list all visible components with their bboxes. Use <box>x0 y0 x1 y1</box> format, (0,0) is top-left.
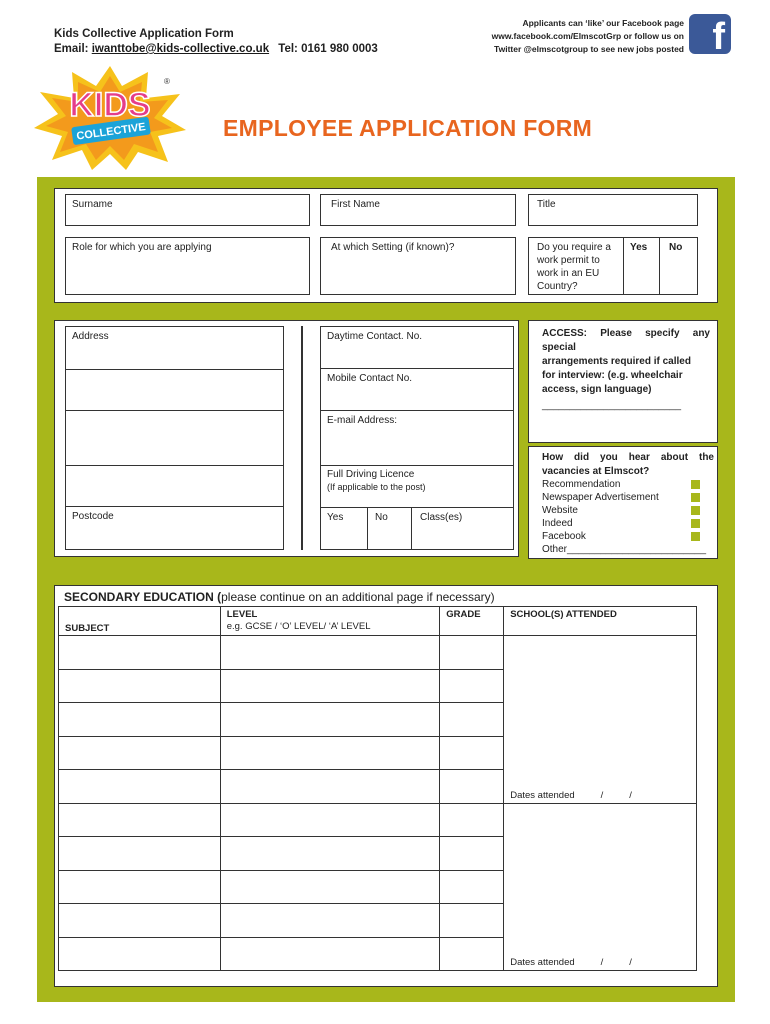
level-cell[interactable] <box>220 803 440 837</box>
licence-no[interactable] <box>367 507 412 550</box>
date-separator: / <box>629 957 632 968</box>
work-permit-question <box>528 237 624 295</box>
level-header <box>220 607 440 636</box>
first-name-label: First Name <box>331 199 380 210</box>
option-newspaper: Newspaper Advertisement <box>542 492 659 503</box>
school-cell[interactable] <box>504 636 697 804</box>
facebook-note-line: Applicants can ‘like’ our Facebook page <box>522 18 684 28</box>
role-label: Role for which you are applying <box>72 242 212 253</box>
form-name: Kids Collective Application Form <box>54 28 234 40</box>
grade-cell[interactable] <box>440 636 504 670</box>
option-other[interactable]: Other_________________________ <box>542 544 707 555</box>
address-line-3[interactable] <box>65 410 284 466</box>
facebook-checkbox[interactable] <box>691 532 700 541</box>
facebook-note-line: www.facebook.com/ElmscotGrp or follow us on <box>491 31 684 41</box>
driving-licence-field <box>320 465 514 508</box>
divider <box>301 326 303 550</box>
school-cell[interactable] <box>504 803 697 971</box>
address-line-2[interactable] <box>65 369 284 411</box>
mobile-contact-field[interactable] <box>320 368 514 411</box>
level-cell[interactable] <box>220 937 440 971</box>
level-cell[interactable] <box>220 636 440 670</box>
option-recommendation: Recommendation <box>542 479 621 490</box>
address-field[interactable] <box>65 326 284 370</box>
postcode-label: Postcode <box>72 511 114 522</box>
contact-line <box>54 42 378 57</box>
subject-cell[interactable] <box>59 669 221 703</box>
grade-cell[interactable] <box>440 703 504 737</box>
dates-attended-label: Dates attended <box>510 957 575 968</box>
hear-about-question <box>542 451 714 479</box>
permit-line: work permit to <box>537 255 600 266</box>
table-row <box>59 803 697 837</box>
email-link[interactable]: iwanttobe@kids-collective.co.uk <box>91 43 270 55</box>
table-row <box>59 636 697 670</box>
grade-header: GRADE <box>440 607 504 636</box>
subject-cell[interactable] <box>59 870 221 904</box>
page-title: EMPLOYEE APPLICATION FORM <box>223 115 593 141</box>
education-table <box>58 606 697 971</box>
facebook-note <box>478 17 684 56</box>
permit-line: Do you require a <box>537 242 611 253</box>
date-separator: / <box>600 789 604 801</box>
subject-header: SUBJECT <box>59 607 221 636</box>
table-header-row <box>59 607 697 636</box>
level-cell[interactable] <box>220 703 440 737</box>
grade-cell[interactable] <box>440 669 504 703</box>
subject-cell[interactable] <box>59 770 221 804</box>
surname-label: Surname <box>72 199 113 210</box>
title-label: Title <box>537 199 556 210</box>
access-line: ACCESS: Please specify any special <box>542 328 710 353</box>
email-label: E-mail Address: <box>327 415 398 426</box>
daytime-contact-field[interactable] <box>320 326 514 369</box>
work-permit-yes[interactable] <box>623 237 660 295</box>
education-heading-bold: SECONDARY EDUCATION ( <box>64 590 222 604</box>
access-line: for interview: (e.g. wheelchair <box>542 370 683 381</box>
education-heading <box>64 590 495 605</box>
logo-text-kids: KIDS <box>69 86 151 124</box>
hear-about-box <box>528 446 718 559</box>
subject-cell[interactable] <box>59 636 221 670</box>
header-info <box>54 27 378 57</box>
permit-line: work in an EU <box>537 268 600 279</box>
daytime-contact-label: Daytime Contact. No. <box>327 331 423 342</box>
email-field[interactable] <box>320 410 514 466</box>
logo-registered-mark: ® <box>164 77 170 86</box>
access-answer-line: _________________________ <box>542 400 682 411</box>
indeed-checkbox[interactable] <box>691 519 700 528</box>
work-permit-no-label: No <box>669 242 683 253</box>
dates-attended-label: Dates attended <box>510 789 575 801</box>
level-header-title: LEVEL <box>226 609 258 620</box>
newspaper-checkbox[interactable] <box>691 493 700 502</box>
permit-line: Country? <box>537 281 578 292</box>
licence-classes-label: Class(es) <box>420 512 463 523</box>
setting-field[interactable] <box>320 237 516 295</box>
education-heading-note: please continue on an additional page if necessary) <box>221 590 495 604</box>
driving-licence-note: (If applicable to the post) <box>327 482 426 492</box>
level-cell[interactable] <box>220 904 440 938</box>
grade-cell[interactable] <box>440 837 504 871</box>
level-header-example: e.g. GCSE / ‘O’ LEVEL/ ‘A’ LEVEL <box>226 621 371 632</box>
title-field[interactable] <box>528 194 698 226</box>
work-permit-yes-label: Yes <box>630 242 648 253</box>
role-field[interactable] <box>65 237 310 295</box>
level-cell[interactable] <box>220 870 440 904</box>
access-label <box>542 327 710 397</box>
school-header: SCHOOL(S) ATTENDED <box>504 607 697 636</box>
setting-label: At which Setting (if known)? <box>331 242 455 253</box>
first-name-field[interactable] <box>320 194 516 226</box>
mobile-contact-label: Mobile Contact No. <box>327 373 413 384</box>
subject-cell[interactable] <box>59 736 221 770</box>
option-facebook: Facebook <box>542 531 586 542</box>
subject-cell[interactable] <box>59 837 221 871</box>
option-website: Website <box>542 505 578 516</box>
logo-text-collective: COLLECTIVE <box>75 121 147 143</box>
phone-number: Tel: 0161 980 0003 <box>278 43 378 55</box>
address-label: Address <box>72 331 109 342</box>
subject-cell[interactable] <box>59 937 221 971</box>
address-line-4[interactable] <box>65 465 284 507</box>
subject-cell[interactable] <box>59 703 221 737</box>
hear-line: vacancies at Elmscot? <box>542 466 650 477</box>
date-separator: / <box>600 957 604 968</box>
recommendation-checkbox[interactable] <box>691 480 700 489</box>
facebook-note-line: Twitter @elmscotgroup to see new jobs posted <box>494 44 684 54</box>
access-line: arrangements required if called <box>542 356 691 367</box>
postcode-field[interactable] <box>65 506 284 550</box>
email-label: Email: <box>54 43 89 55</box>
licence-yes-label: Yes <box>327 512 344 523</box>
grade-cell[interactable] <box>440 770 504 804</box>
grade-cell[interactable] <box>440 803 504 837</box>
kids-collective-logo <box>30 64 190 172</box>
grade-cell[interactable] <box>440 904 504 938</box>
level-cell[interactable] <box>220 736 440 770</box>
website-checkbox[interactable] <box>691 506 700 515</box>
licence-classes-field[interactable] <box>411 507 514 550</box>
facebook-icon[interactable]: f <box>689 14 731 54</box>
work-permit-no[interactable] <box>659 237 698 295</box>
level-cell[interactable] <box>220 837 440 871</box>
date-separator: / <box>629 789 632 801</box>
subject-cell[interactable] <box>59 803 221 837</box>
grade-cell[interactable] <box>440 870 504 904</box>
level-cell[interactable] <box>220 770 440 804</box>
work-permit-label <box>537 241 611 293</box>
surname-field[interactable] <box>65 194 310 226</box>
subject-cell[interactable] <box>59 904 221 938</box>
licence-yes[interactable] <box>320 507 368 550</box>
access-box[interactable] <box>528 320 718 443</box>
driving-licence-label: Full Driving Licence <box>327 469 415 480</box>
level-cell[interactable] <box>220 669 440 703</box>
option-indeed: Indeed <box>542 518 573 529</box>
access-line: access, sign language) <box>542 384 652 395</box>
licence-no-label: No <box>375 512 388 523</box>
grade-cell[interactable] <box>440 937 504 971</box>
hear-line: How did you hear about the <box>542 452 714 463</box>
grade-cell[interactable] <box>440 736 504 770</box>
